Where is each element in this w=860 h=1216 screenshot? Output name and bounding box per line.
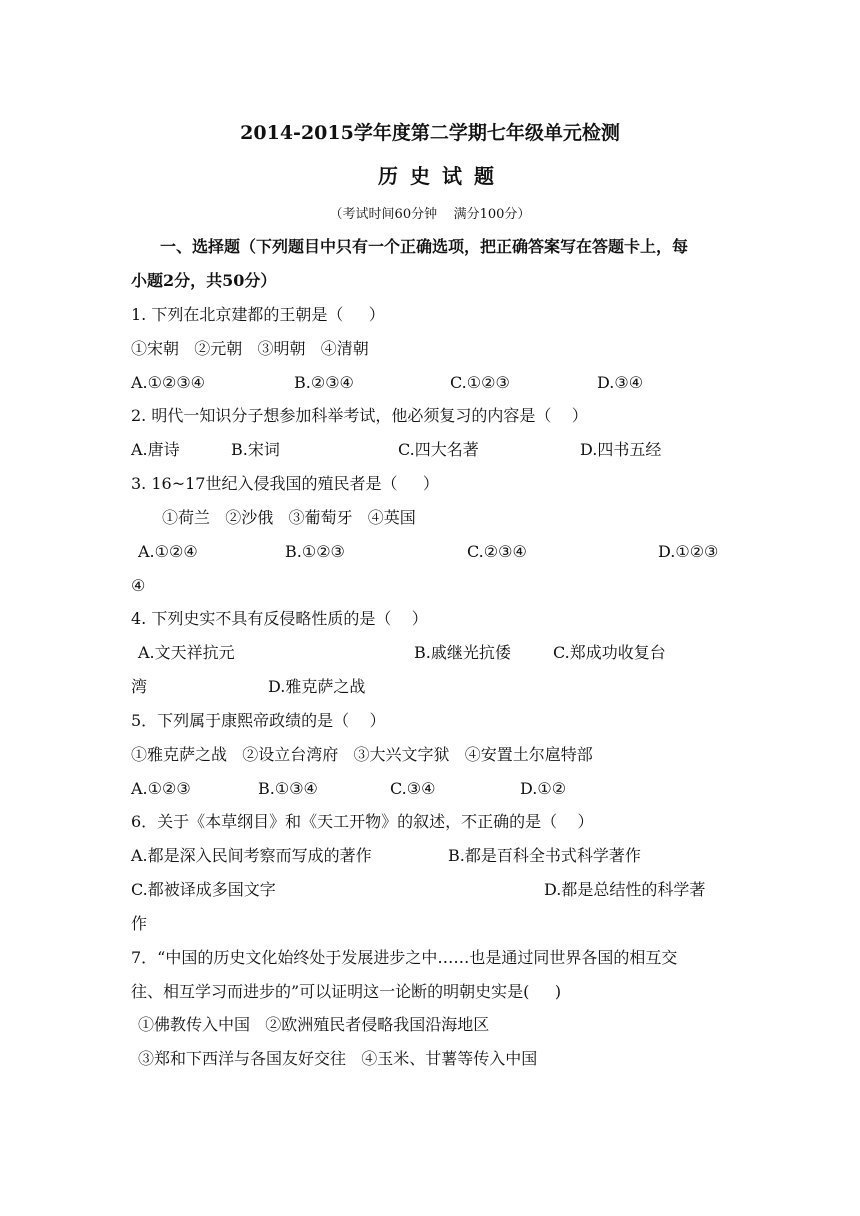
question-2-option-d: D.四书五经 <box>580 440 662 459</box>
question-3-items: ①荷兰 ②沙俄 ③葡萄牙 ④英国 <box>162 508 416 527</box>
section-heading-line1: 一、选择题（下列题目中只有一个正确选项，把正确答案写在答题卡上，每 <box>160 237 689 256</box>
question-2-option-b: B.宋词 <box>231 440 280 459</box>
question-1-items: ①宋朝 ②元朝 ③明朝 ④清朝 <box>131 339 369 358</box>
question-1-option-b: B.②③④ <box>294 373 354 392</box>
question-1-stem: 1. 下列在北京建都的王朝是（ ） <box>131 305 385 324</box>
exam-title: 2014-2015学年度第二学期七年级单元检测 <box>240 122 620 144</box>
question-6-option-d-wrap: 作 <box>131 914 148 933</box>
question-6-option-d: D.都是总结性的科学著 <box>544 880 706 899</box>
question-6-stem: 6．关于《本草纲目》和《天工开物》的叙述，不正确的是（ ） <box>131 812 594 831</box>
question-4-option-c: C.郑成功收复台 <box>553 643 666 662</box>
question-3-option-a: A.①②④ <box>138 542 198 561</box>
question-5-option-b: B.①③④ <box>258 779 318 798</box>
question-6-option-a: A.都是深入民间考察而写成的著作 <box>131 846 372 865</box>
question-7-items-line2: ③郑和下西洋与各国友好交往 ④玉米、甘薯等传入中国 <box>138 1049 538 1068</box>
question-2-option-a: A.唐诗 <box>131 440 180 459</box>
question-1-option-a: A.①②③④ <box>131 373 206 392</box>
subject-title: 历史试题 <box>378 164 506 188</box>
question-5-option-c: C.③④ <box>390 779 436 798</box>
question-3-option-b: B.①②③ <box>285 542 345 561</box>
question-4-stem: 4. 下列史实不具有反侵略性质的是（ ） <box>131 609 428 628</box>
question-1-option-c: C.①②③ <box>450 373 510 392</box>
question-4-option-d: D.雅克萨之战 <box>268 677 366 696</box>
question-6-option-c: C.都被译成多国文字 <box>131 880 276 899</box>
question-4-option-a: A.文天祥抗元 <box>138 643 235 662</box>
question-2-stem: 2. 明代一知识分子想参加科举考试，他必须复习的内容是（ ） <box>131 406 588 425</box>
section-heading-line2: 小题2分，共50分） <box>131 271 277 290</box>
question-4-option-b: B.戚继光抗倭 <box>414 643 511 662</box>
question-3-option-d-wrap: ④ <box>131 576 146 595</box>
question-5-option-a: A.①②③ <box>131 779 191 798</box>
question-7-stem-line1: 7．“中国的历史文化始终处于发展进步之中……也是通过同世界各国的相互交 <box>131 948 678 967</box>
question-3-stem: 3. 16~17世纪入侵我国的殖民者是（ ） <box>131 474 439 493</box>
question-7-items-line1: ①佛教传入中国 ②欧洲殖民者侵略我国沿海地区 <box>138 1015 490 1034</box>
question-7-stem-line2: 往、相互学习而进步的”可以证明这一论断的明朝史实是( ) <box>131 982 562 1001</box>
question-5-option-d: D.①② <box>520 779 567 798</box>
question-4-option-c-wrap: 湾 <box>131 677 148 696</box>
question-2-option-c: C.四大名著 <box>398 440 479 459</box>
question-3-option-c: C.②③④ <box>467 542 527 561</box>
question-5-items: ①雅克萨之战 ②设立台湾府 ③大兴文字狱 ④安置土尔扈特部 <box>131 745 593 764</box>
question-5-stem: 5．下列属于康熙帝政绩的是（ ） <box>131 711 386 730</box>
question-1-option-d: D.③④ <box>597 373 644 392</box>
exam-note: （考试时间60分钟 满分100分） <box>329 207 531 222</box>
question-3-option-d: D.①②③ <box>658 542 719 561</box>
question-6-option-b: B.都是百科全书式科学著作 <box>448 846 641 865</box>
